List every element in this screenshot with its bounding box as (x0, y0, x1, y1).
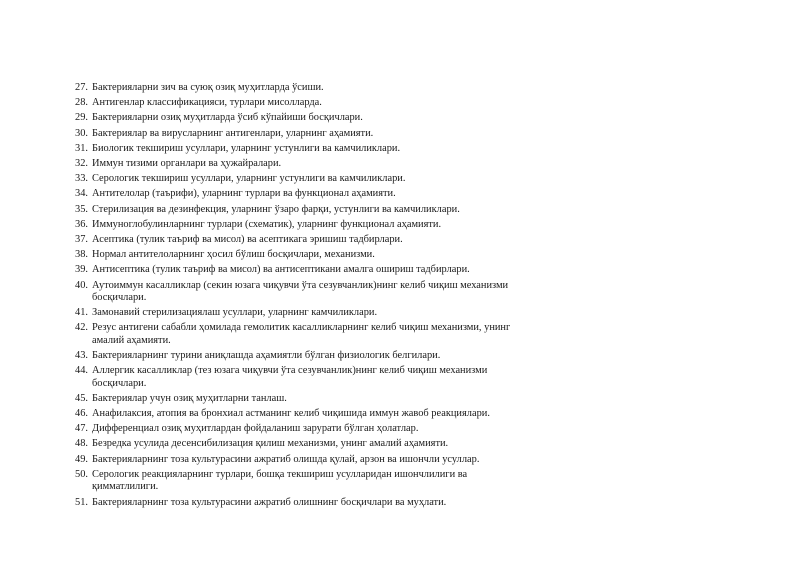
list-item (75, 279, 532, 305)
item-text: Анафилаксия, атопия ва бронхиал астманинг келиб чиқишида иммун жавоб реакциялари. (92, 408, 490, 420)
list-item (75, 423, 532, 435)
item-number: 43. (75, 350, 88, 362)
item-text: Безредка усулида десенсибилизация қилиш механизми, унинг амалий аҳамияти. (92, 438, 449, 450)
item-number: 34. (75, 188, 88, 200)
item-text: Антисептика (тулик таъриф ва мисол) ва антисептикани амалга ошириш тадбирлари. (92, 264, 470, 276)
item-text: Серологик реакцияларнинг турлари, бошқа текшириш усулларидан ишончлилиги ва қимматлилиги. (92, 468, 468, 493)
item-number: 35. (75, 203, 88, 215)
item-number: 36. (75, 218, 88, 230)
list-item (75, 307, 532, 319)
list-item (75, 322, 532, 347)
item-text: Бактерияларнинг тоза культурасини ажратиб олишнинг босқичлари ва муҳлати. (92, 496, 447, 508)
item-number: 30. (75, 127, 88, 139)
list-item (75, 188, 532, 200)
item-text: Асептика (тулик таъриф ва мисол) ва асептикага эришиш тадбирлари. (92, 234, 403, 246)
item-number: 46. (75, 408, 88, 420)
list-item (75, 468, 532, 494)
item-number: 38. (75, 249, 88, 261)
item-text: Резус антигени сабабли ҳомилада гемолитик касалликларнинг келиб чиқиш механизми, унинг амалий аҳамияти. (92, 322, 511, 346)
item-number: 37. (75, 234, 88, 246)
item-text: Антителолар (таърифи), уларнинг турлари ва функционал аҳамияти. (92, 188, 396, 200)
item-text: Аутоиммун касалликлар (секин юзага чиқувчи ўта сезувчанлик)нинг келиб чиқиш механизми босқичлари. (92, 279, 509, 304)
list-item (75, 496, 532, 509)
item-number: 40. (75, 279, 88, 291)
list-item (75, 365, 532, 390)
item-number: 41. (75, 307, 88, 319)
list-item (75, 158, 532, 170)
list-item (75, 453, 532, 466)
item-text: Бактериялар учун озиқ муҳитларни танлаш. (92, 392, 287, 404)
item-text: Аллергик касалликлар (тез юзага чиқувчи ўта сезувчанлик)нинг келиб чиқиш механизми босқичлари. (92, 365, 488, 389)
item-number: 44. (75, 365, 88, 377)
question-list (75, 82, 532, 512)
item-number: 50. (75, 468, 88, 480)
list-item (75, 234, 532, 246)
list-item (75, 408, 532, 420)
item-number: 47. (75, 423, 88, 435)
list-item (75, 249, 532, 261)
item-text: Бактерияларни зич ва суюқ озиқ муҳитларда ўсиши. (92, 82, 324, 93)
item-number: 39. (75, 264, 88, 276)
list-item (75, 438, 532, 450)
item-text: Иммун тизими органлари ва ҳужайралари. (92, 158, 282, 170)
item-number: 29. (75, 112, 88, 124)
item-text: Биологик текшириш усуллари, уларнинг устунлиги ва камчиликлари. (92, 142, 401, 154)
item-number: 51. (75, 496, 88, 508)
item-number: 32. (75, 158, 88, 170)
item-text: Бактериялар ва вирусларнинг антигенлари, уларнинг аҳамияти. (92, 127, 374, 139)
item-text: Иммуноглобулинларнинг турлари (схематик), уларнинг функционал аҳамияти. (92, 218, 442, 230)
item-number: 31. (75, 142, 88, 154)
item-text: Антигенлар классификацияси, турлари мисолларда. (92, 97, 322, 109)
list-item (75, 142, 532, 155)
list-item (75, 97, 532, 109)
item-text: Нормал антителоларнинг ҳосил бўлиш босқичлари, механизми. (92, 249, 375, 261)
item-number: 33. (75, 173, 88, 185)
item-number: 27. (75, 82, 88, 93)
item-number: 45. (75, 392, 88, 404)
item-number: 28. (75, 97, 88, 109)
item-text: Дифференциал озиқ муҳитлардан фойдаланиш зарурати бўлган ҳолатлар. (92, 423, 419, 435)
list-item (75, 173, 532, 185)
item-text: Серологик текшириш усуллари, уларнинг устунлиги ва камчиликлари. (92, 173, 406, 185)
list-item (75, 203, 532, 216)
item-number: 49. (75, 453, 88, 465)
item-text: Бактерияларни озиқ муҳитларда ўсиб кўпайиши босқичлари. (92, 112, 363, 124)
list-item (75, 350, 532, 362)
list-item (75, 218, 532, 231)
item-text: Замонавий стерилизациялаш усуллари, уларнинг камчиликлари. (92, 307, 378, 319)
list-item (75, 82, 532, 94)
item-text: Стерилизация ва дезинфекция, уларнинг ўзаро фарқи, устунлиги ва камчиликлари. (92, 203, 460, 215)
list-item (75, 392, 532, 405)
list-item (75, 112, 532, 124)
item-text: Бактерияларнинг тоза культурасини ажратиб олишда қулай, арзон ва ишончли усуллар. (92, 453, 480, 465)
item-number: 42. (75, 322, 88, 334)
list-item (75, 264, 532, 276)
list-item (75, 127, 532, 140)
item-text: Бактерияларнинг турини аниқлашда аҳамиятли бўлган физиологик белгилари. (92, 350, 441, 362)
item-number: 48. (75, 438, 88, 450)
